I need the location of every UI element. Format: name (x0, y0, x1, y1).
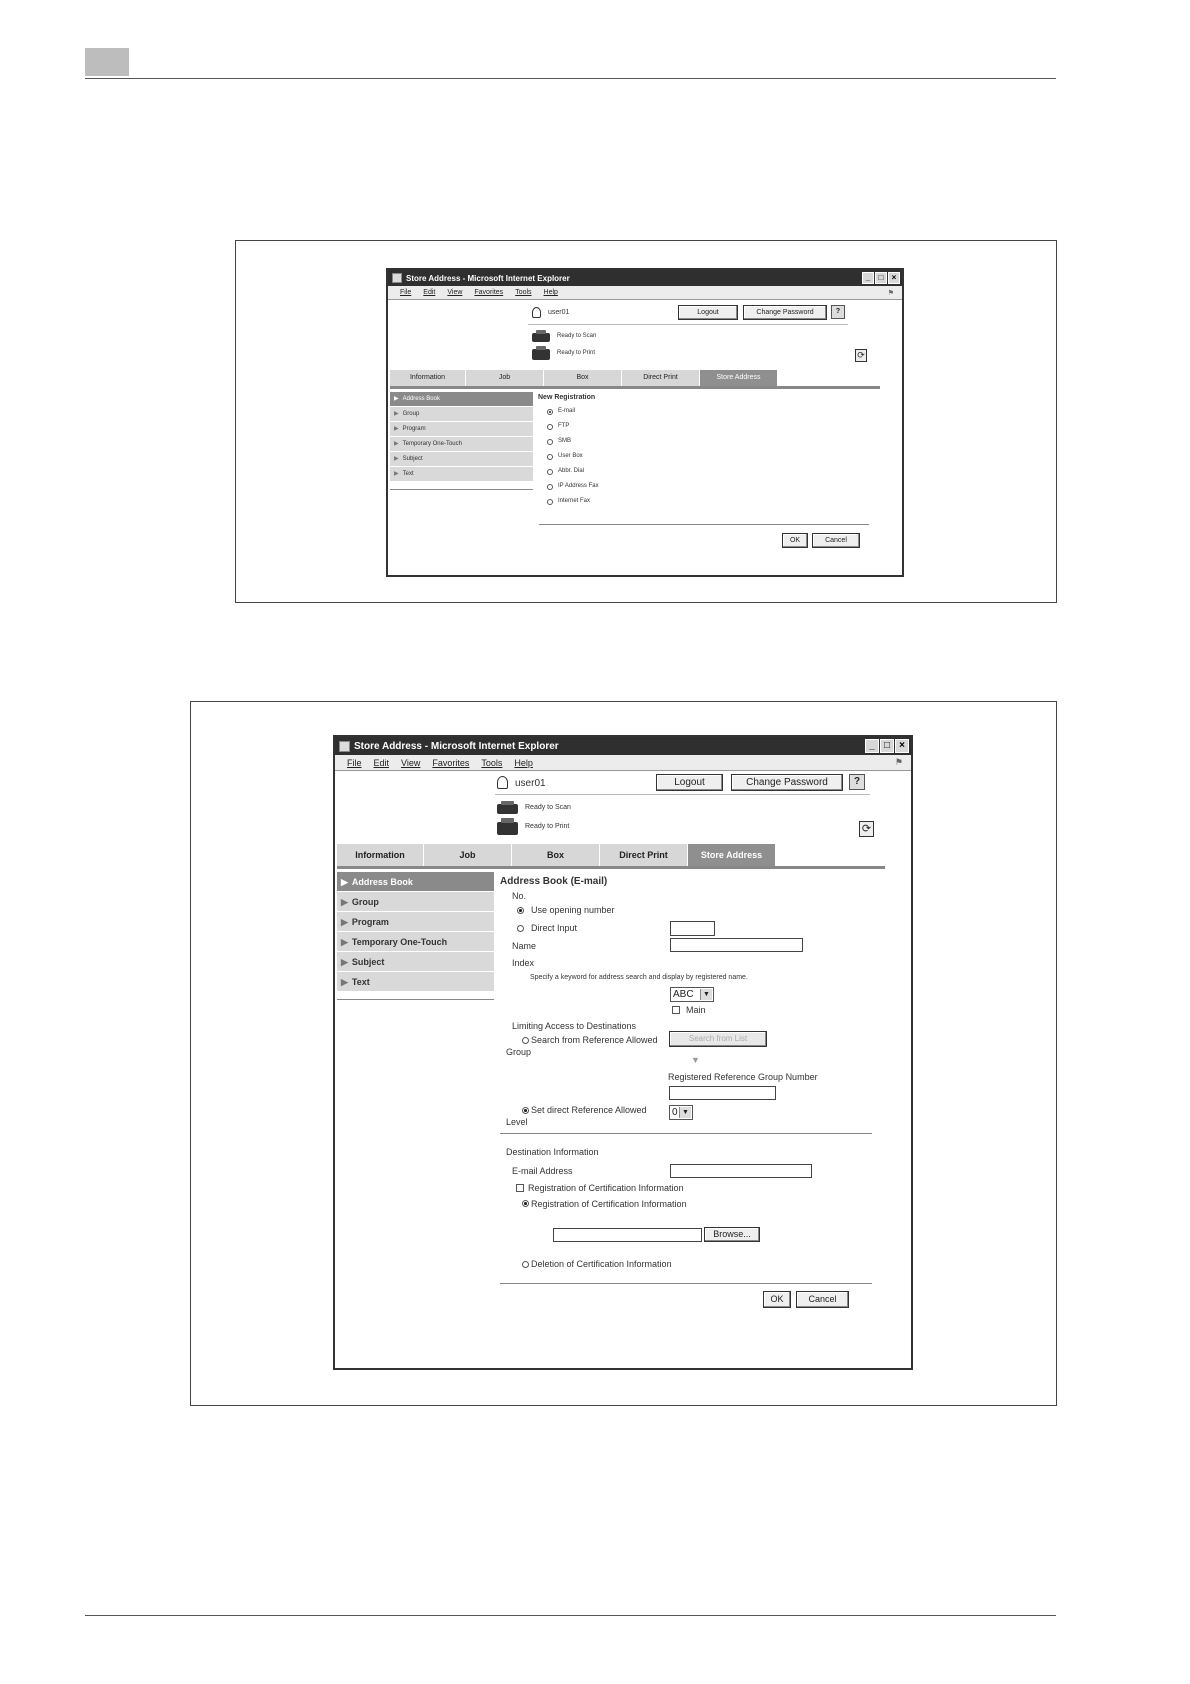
menu-tools[interactable]: Tools (481, 757, 503, 768)
menu-edit[interactable]: Edit (423, 289, 436, 296)
sidebar (390, 392, 533, 482)
sidebar-item-address-book[interactable] (337, 872, 494, 892)
logout-button[interactable]: Logout (678, 305, 738, 320)
sidebar (337, 872, 494, 992)
limiting-access-label: Limiting Access to Destinations (512, 1021, 637, 1031)
menu-help[interactable]: Help (514, 757, 533, 768)
index-select-value: ABC (673, 989, 694, 1000)
reg-cert-radio-label: Registration of Certification Information (531, 1199, 687, 1209)
triangle-right-icon: ▶ (341, 917, 348, 927)
sidebar-item-label: Text (351, 977, 370, 987)
sidebar-divider (337, 999, 494, 1000)
sidebar-item-label: Temporary One-Touch (351, 937, 448, 947)
number-input[interactable] (670, 921, 715, 936)
window-title: Store Address - Microsoft Internet Explorer (406, 273, 570, 283)
section-title: New Registration (538, 394, 596, 401)
triangle-right-icon: ▶ (394, 396, 399, 402)
sidebar-item-subject[interactable] (337, 952, 494, 972)
page-number-tab (85, 48, 129, 76)
triangle-right-icon: ▶ (394, 411, 399, 417)
tab-information[interactable]: Information (390, 370, 466, 386)
reg-cert-checkbox-label: Registration of Certification Information (528, 1183, 684, 1193)
menu-help[interactable]: Help (543, 289, 558, 296)
radio-del-cert[interactable] (522, 1261, 529, 1268)
name-input[interactable] (670, 938, 803, 952)
tab-store-address[interactable]: Store Address (688, 844, 776, 866)
level-select-value: 0 (672, 1107, 678, 1118)
option-email: E-mail (558, 408, 576, 414)
radio-email[interactable] (547, 409, 553, 415)
ie-app-icon (339, 741, 350, 752)
sidebar-item-label: Subject (402, 456, 423, 462)
option-ip-address-fax: IP Address Fax (558, 483, 599, 489)
option-internet-fax: Internet Fax (558, 498, 591, 504)
windows-logo-icon: ⚑ (887, 289, 894, 297)
title-bar (388, 270, 902, 286)
email-address-input[interactable] (670, 1164, 812, 1178)
option-user-box: User Box (558, 453, 583, 459)
minimize-button[interactable]: _ (865, 739, 879, 753)
sidebar-item-label: Text (402, 471, 414, 477)
status-scan: Ready to Scan (557, 333, 597, 339)
main-tabs (337, 844, 885, 869)
sidebar-item-temporary-one-touch[interactable] (390, 437, 533, 452)
close-button[interactable]: × (888, 272, 900, 284)
menu-edit[interactable]: Edit (373, 757, 390, 768)
sidebar-item-label: Group (351, 897, 379, 907)
status-print: Ready to Print (525, 823, 570, 830)
ie-app-icon (392, 273, 402, 283)
destination-divider (500, 1133, 872, 1134)
form-title: Address Book (E-mail) (500, 876, 608, 887)
destination-info-label: Destination Information (506, 1147, 599, 1157)
menu-file[interactable]: File (400, 289, 412, 296)
radio-user-box[interactable] (547, 454, 553, 460)
radio-ftp[interactable] (547, 424, 553, 430)
index-hint: Specify a keyword for address search and display by registered name. (530, 974, 748, 981)
arrow-down-icon: ▼ (691, 1055, 700, 1065)
sidebar-item-label: Subject (351, 957, 385, 967)
use-opening-number-label: Use opening number (531, 905, 615, 915)
user-name: user01 (515, 778, 546, 789)
ok-button[interactable]: OK (782, 533, 808, 548)
cancel-button[interactable]: Cancel (812, 533, 860, 548)
logout-button[interactable]: Logout (656, 774, 723, 791)
windows-logo-icon: ⚑ (894, 757, 903, 767)
radio-smb[interactable] (547, 439, 553, 445)
form-bottom-divider (500, 1283, 872, 1284)
menu-bar (335, 755, 911, 771)
user-icon (532, 307, 541, 318)
footer-rule (85, 1615, 1056, 1616)
scanner-icon (497, 804, 518, 814)
window-title: Store Address - Microsoft Internet Explorer (354, 740, 559, 752)
menu-tools[interactable]: Tools (515, 289, 532, 296)
tab-job[interactable]: Job (466, 370, 544, 386)
refresh-icon[interactable]: ⟳ (859, 821, 874, 837)
radio-search-reference-group[interactable] (522, 1037, 529, 1044)
minimize-button[interactable]: _ (862, 272, 874, 284)
menu-file[interactable]: File (347, 757, 362, 768)
sidebar-item-text[interactable] (337, 972, 494, 992)
reference-group-number-input[interactable] (669, 1086, 776, 1100)
triangle-right-icon: ▶ (341, 977, 348, 987)
menu-favorites[interactable]: Favorites (432, 757, 470, 768)
radio-ip-address-fax[interactable] (547, 484, 553, 490)
user-icon (497, 776, 508, 789)
refresh-icon[interactable]: ⟳ (855, 349, 867, 362)
printer-icon (497, 822, 518, 835)
direct-input-label: Direct Input (531, 923, 578, 933)
status-scan: Ready to Scan (525, 804, 571, 811)
email-address-label: E-mail Address (512, 1166, 573, 1176)
sidebar-item-temporary-one-touch[interactable] (337, 932, 494, 952)
radio-use-opening-number[interactable] (517, 907, 524, 914)
triangle-right-icon: ▶ (341, 937, 348, 947)
tab-store-address[interactable]: Store Address (700, 370, 778, 386)
main-label: Main (686, 1005, 706, 1015)
scanner-icon (532, 333, 550, 342)
bottom-ie-window (333, 735, 913, 1370)
triangle-right-icon: ▶ (394, 426, 399, 432)
tab-box[interactable]: Box (512, 844, 600, 866)
option-ftp: FTP (558, 423, 570, 429)
option-smb: SMB (558, 438, 572, 444)
ok-button[interactable]: OK (763, 1291, 791, 1308)
chevron-down-icon: ▼ (679, 1107, 691, 1118)
no-label: No. (512, 891, 527, 901)
sidebar-item-program[interactable] (337, 912, 494, 932)
registered-reference-group-label: Registered Reference Group Number (668, 1072, 818, 1082)
sidebar-item-label: Address Book (402, 396, 440, 402)
help-button[interactable]: ? (849, 774, 865, 790)
triangle-right-icon: ▶ (394, 441, 399, 447)
certificate-file-input[interactable] (553, 1228, 702, 1242)
menu-bar (388, 286, 902, 300)
sidebar-item-text[interactable] (390, 467, 533, 482)
sidebar-item-label: Temporary One-Touch (402, 441, 462, 447)
sidebar-item-address-book[interactable] (390, 392, 533, 407)
maximize-button[interactable]: □ (880, 739, 894, 753)
browse-button[interactable]: Browse... (704, 1227, 760, 1242)
menu-favorites[interactable]: Favorites (474, 289, 504, 296)
search-reference-group-label: Search from Reference Allowed (531, 1035, 658, 1045)
figure-1-frame (235, 240, 1057, 603)
index-label: Index (512, 958, 535, 968)
radio-direct-input[interactable] (517, 925, 524, 932)
tab-box[interactable]: Box (544, 370, 622, 386)
tab-direct-print[interactable]: Direct Print (622, 370, 700, 386)
chevron-down-icon: ▼ (700, 989, 712, 1000)
menu-view[interactable]: View (401, 757, 421, 768)
radio-set-direct-reference[interactable] (522, 1107, 529, 1114)
menu-view[interactable]: View (447, 289, 463, 296)
sidebar-item-label: Program (351, 917, 389, 927)
del-cert-radio-label: Deletion of Certification Information (531, 1259, 672, 1269)
cancel-button[interactable]: Cancel (796, 1291, 849, 1308)
search-from-list-button[interactable]: Search from List (669, 1031, 767, 1047)
sidebar-divider (390, 489, 533, 490)
change-password-button[interactable]: Change Password (743, 305, 827, 320)
level-select[interactable] (669, 1105, 693, 1120)
triangle-right-icon: ▶ (394, 471, 399, 477)
title-bar (335, 737, 911, 755)
figure-2-frame (190, 701, 1057, 1406)
triangle-right-icon: ▶ (394, 456, 399, 462)
triangle-right-icon: ▶ (341, 897, 348, 907)
sidebar-item-label: Group (402, 411, 420, 417)
radio-reg-cert[interactable] (522, 1200, 529, 1207)
sidebar-item-program[interactable] (390, 422, 533, 437)
radio-abbr-dial[interactable] (547, 469, 553, 475)
sidebar-item-label: Address Book (351, 877, 413, 887)
status-print: Ready to Print (557, 350, 596, 356)
maximize-button[interactable]: □ (875, 272, 887, 284)
sidebar-item-group[interactable] (337, 892, 494, 912)
header-divider (495, 794, 870, 795)
header-rule (85, 78, 1056, 79)
form-divider (539, 524, 869, 525)
change-password-button[interactable]: Change Password (731, 774, 843, 791)
radio-internet-fax[interactable] (547, 499, 553, 505)
user-name: user01 (548, 309, 570, 316)
close-button[interactable]: × (895, 739, 909, 753)
sidebar-item-label: Program (402, 426, 426, 432)
printer-icon (532, 349, 550, 360)
main-checkbox[interactable] (672, 1006, 680, 1014)
name-label: Name (512, 941, 537, 951)
reg-cert-checkbox[interactable] (516, 1184, 524, 1192)
set-direct-reference-label-2: Level (506, 1117, 528, 1127)
top-ie-window (386, 268, 904, 577)
sidebar-item-subject[interactable] (390, 452, 533, 467)
tab-direct-print[interactable]: Direct Print (600, 844, 688, 866)
triangle-right-icon: ▶ (341, 877, 348, 887)
tab-information[interactable]: Information (337, 844, 424, 866)
tab-job[interactable]: Job (424, 844, 512, 866)
triangle-right-icon: ▶ (341, 957, 348, 967)
search-reference-group-label-2: Group (506, 1047, 532, 1057)
set-direct-reference-label: Set direct Reference Allowed (531, 1105, 647, 1115)
main-tabs (390, 370, 880, 389)
header-divider (528, 324, 848, 325)
option-abbr-dial: Abbr. Dial (558, 468, 585, 474)
index-select[interactable] (670, 987, 714, 1002)
sidebar-item-group[interactable] (390, 407, 533, 422)
help-button[interactable]: ? (831, 305, 845, 319)
